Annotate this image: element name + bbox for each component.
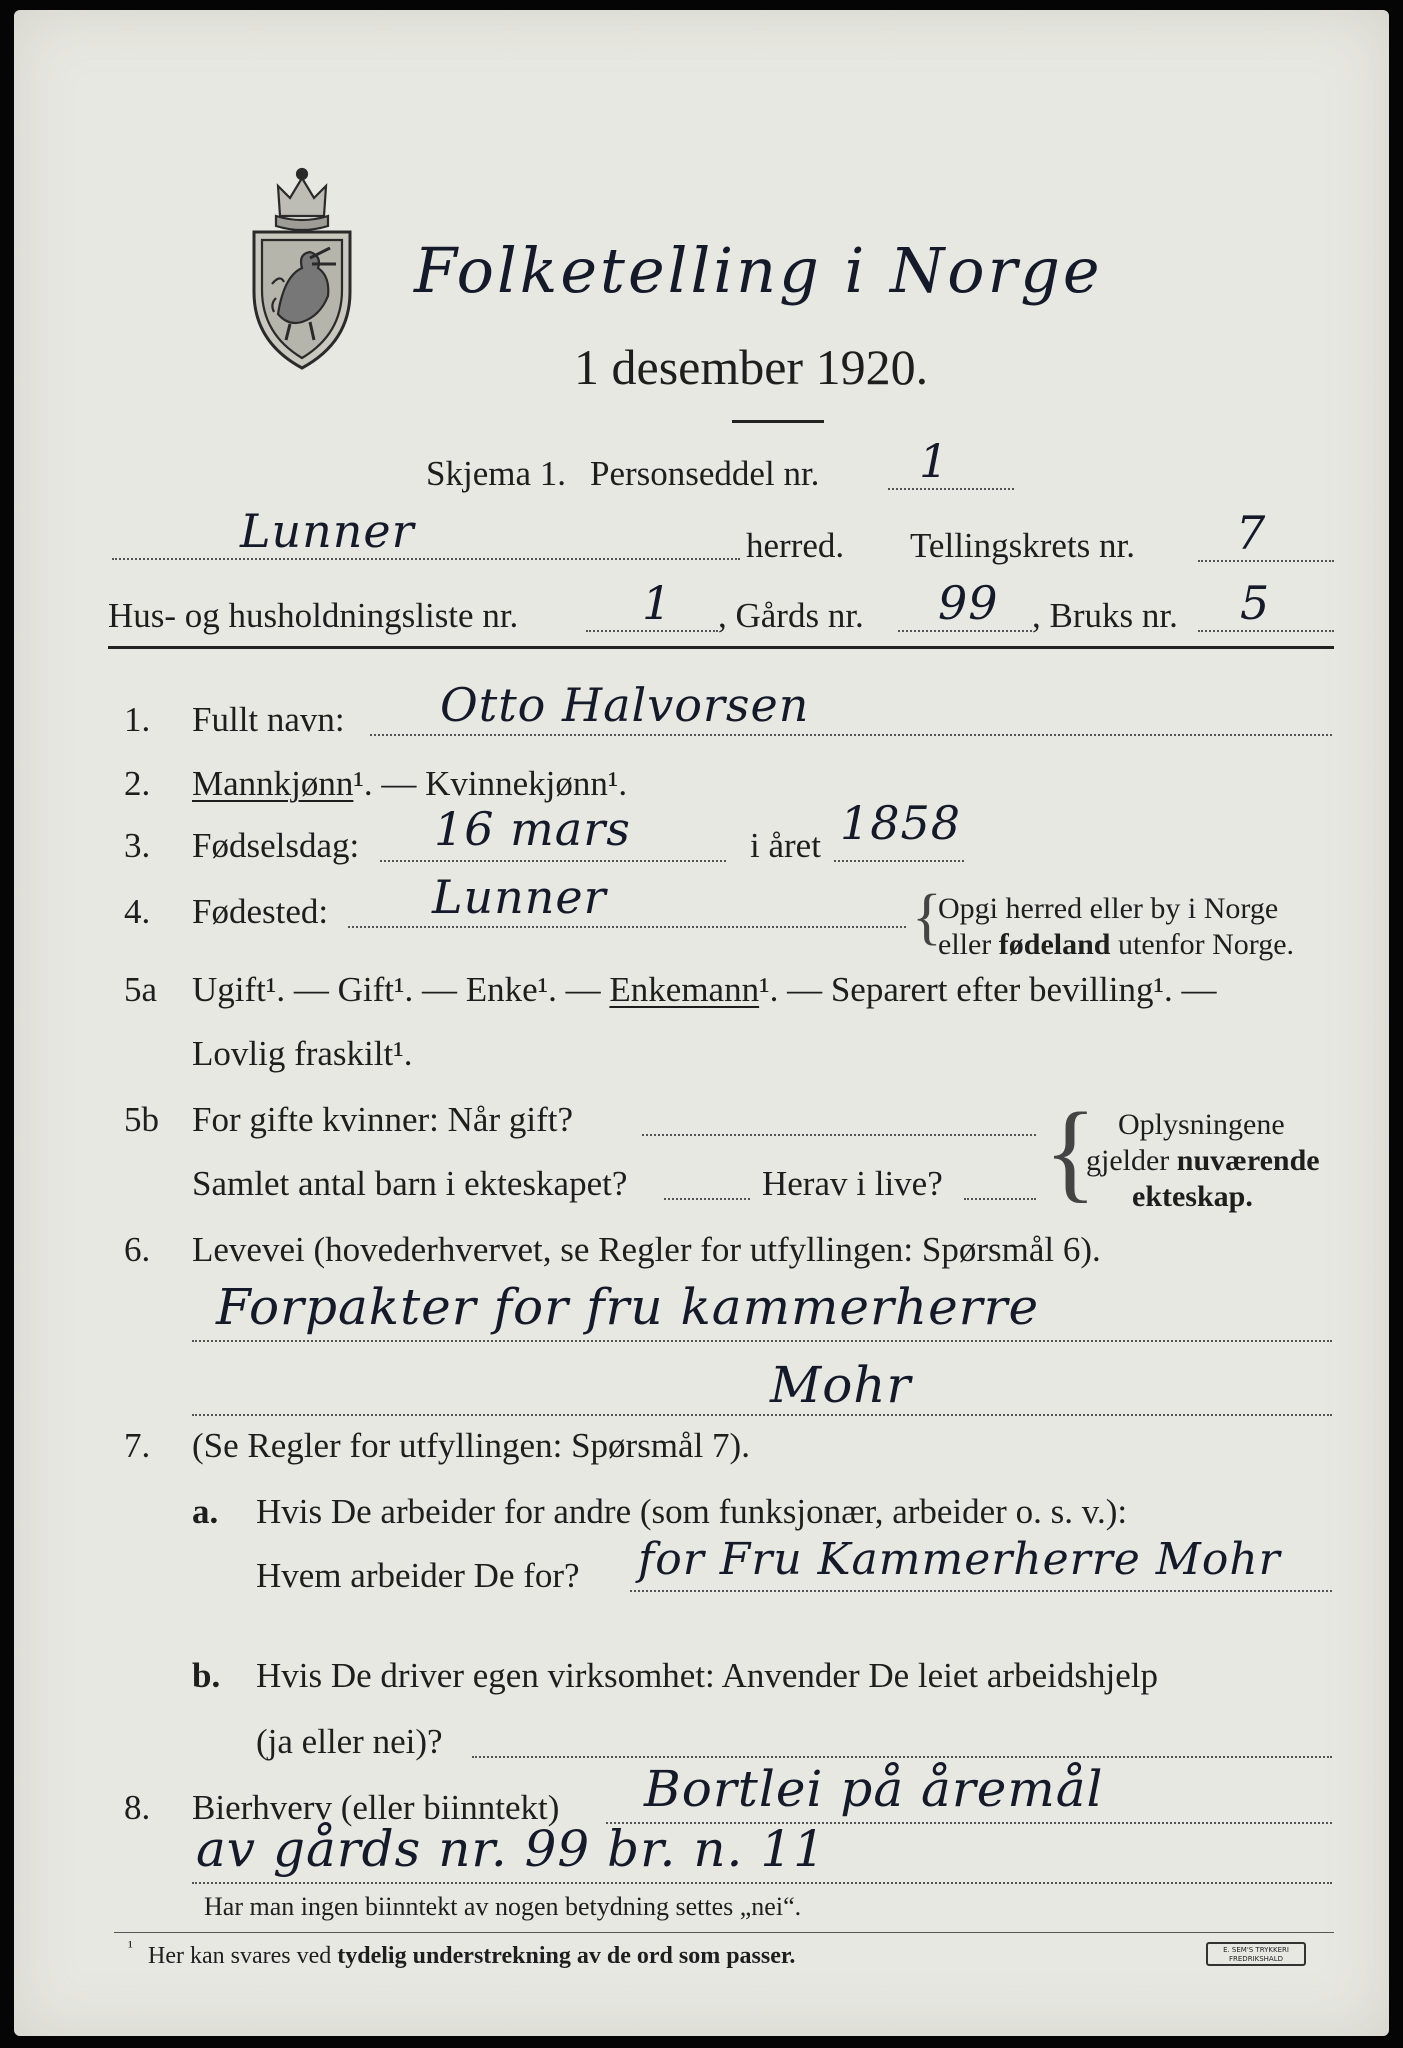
q6-value-line2: Mohr	[770, 1356, 912, 1414]
tellingskrets-value: 7	[1236, 506, 1267, 560]
q6-label: Levevei (hovederhvervet, se Regler for utfyllingen: Spørsmål 6).	[192, 1230, 1101, 1269]
q3-value: 16 mars	[434, 802, 631, 856]
q5b-label-i-live: Herav i live?	[762, 1164, 943, 1203]
q8-number: 8.	[124, 1788, 151, 1827]
q7a-label-hvem: Hvem arbeider De for?	[256, 1556, 580, 1595]
footnote-mark: ¹	[128, 1939, 133, 1956]
q8-label: Bierhverv (eller biinntekt)	[192, 1788, 560, 1827]
q7b-letter: b.	[192, 1656, 221, 1695]
q7a-label: Hvis De arbeider for andre (som funksjonær, arbeider o. s. v.):	[256, 1492, 1128, 1531]
q3-year-value: 1858	[840, 796, 962, 850]
q1-label: Fullt navn:	[192, 700, 345, 739]
census-date: 1 desember 1920.	[574, 339, 929, 395]
q8-note: Har man ingen biinntekt av nogen betydning settes „nei“.	[204, 1892, 802, 1921]
q8-value-line1: Bortlei på åremål	[644, 1760, 1104, 1818]
printer-stamp: E. SEM'S TRYKKERI FREDRIKSHALD	[1206, 1942, 1306, 1966]
q8-value-line2: av gårds nr. 99 br. n. 11	[196, 1820, 826, 1878]
husliste-label: Hus- og husholdningsliste nr.	[108, 596, 519, 635]
skjema-label: Skjema 1.	[426, 454, 566, 493]
q3-year-line	[834, 860, 964, 862]
herred-value: Lunner	[240, 504, 415, 558]
q1-value: Otto Halvorsen	[440, 678, 810, 732]
form-title: Folketelling i Norge	[414, 234, 1103, 307]
q4-note-line1: Opgi herred eller by i Norge	[938, 892, 1279, 925]
q5b-note-line3: ekteskap.	[1132, 1180, 1253, 1213]
norway-coat-of-arms-icon	[240, 164, 365, 374]
q2-number: 2.	[124, 764, 151, 803]
title-divider	[732, 420, 824, 423]
q4-line	[348, 926, 906, 928]
q3-number: 3.	[124, 826, 151, 865]
q3-year-label: i året	[750, 826, 821, 865]
q5a-number: 5a	[124, 970, 158, 1009]
bruks-label: , Bruks nr.	[1032, 596, 1178, 635]
personseddel-line	[888, 488, 1014, 490]
q5b-line-i-live	[964, 1198, 1036, 1200]
q7-number: 7.	[124, 1426, 151, 1465]
q7b-line	[472, 1756, 1332, 1758]
option-kvinnekjonn: Kvinnekjønn	[425, 764, 608, 803]
q6-line2	[192, 1414, 1332, 1416]
q6-number: 6.	[124, 1230, 151, 1269]
q7a-value: for Fru Kammerherre Mohr	[638, 1534, 1281, 1585]
q5a-options: Ugift¹. — Gift¹. — Enke¹. — Enkemann¹. — Separert efter bevilling¹. —	[192, 970, 1217, 1009]
q3-line	[380, 860, 726, 862]
q5b-label-barn: Samlet antal barn i ekteskapet?	[192, 1164, 628, 1203]
bruks-value: 5	[1240, 576, 1271, 630]
q3-label: Fødselsdag:	[192, 826, 360, 865]
q5b-line-nar-gift	[642, 1134, 1036, 1136]
q4-note-line2: eller fødeland utenfor Norge.	[938, 928, 1295, 961]
q1-number: 1.	[124, 700, 151, 739]
herred-line	[112, 558, 740, 560]
personseddel-value: 1	[919, 434, 950, 488]
census-form-page	[14, 10, 1389, 2036]
option-mannkjonn: Mannkjønn	[192, 764, 354, 803]
q7b-label-ja-nei: (ja eller nei)?	[256, 1722, 443, 1761]
q5a-option-fraskilt: Lovlig fraskilt¹.	[192, 1034, 413, 1073]
footnote: ¹ Her kan svares ved tydelig understrekning av de ord som passer.	[128, 1939, 796, 1969]
gards-line	[898, 630, 1032, 632]
herred-label: herred.	[746, 526, 845, 565]
q6-line1	[192, 1340, 1332, 1342]
personseddel-label: Personseddel nr.	[590, 454, 820, 493]
q7-label: (Se Regler for utfyllingen: Spørsmål 7).	[192, 1426, 750, 1465]
q5b-number: 5b	[124, 1100, 159, 1139]
q7a-letter: a.	[192, 1492, 219, 1531]
q1-line	[370, 734, 1332, 736]
q7b-label: Hvis De driver egen virksomhet: Anvender De leiet arbeidshjelp	[256, 1656, 1158, 1695]
q5b-brace: {	[1044, 1090, 1097, 1212]
q2-options: Mannkjønn¹. — Kvinnekjønn¹.	[192, 764, 628, 803]
tellingskrets-line	[1198, 560, 1334, 562]
q4-label: Fødested:	[192, 892, 329, 931]
tellingskrets-label: Tellingskrets nr.	[910, 526, 1136, 565]
q6-value-line1: Forpakter for fru kammerherre	[216, 1278, 1040, 1336]
q5b-label-nar-gift: For gifte kvinner: Når gift?	[192, 1100, 574, 1139]
footnote-rule	[114, 1932, 1334, 1933]
header-rule	[108, 646, 1334, 649]
q7a-line	[630, 1590, 1332, 1592]
husliste-value: 1	[642, 576, 673, 630]
q4-value: Lunner	[432, 870, 607, 924]
option-enkemann: Enkemann	[609, 970, 760, 1009]
q8-line2	[192, 1882, 1332, 1884]
gards-value: 99	[938, 576, 999, 630]
q2-separator: . —	[363, 764, 426, 803]
bruks-line	[1198, 630, 1334, 632]
q5b-note-line2: gjelder nuværende	[1086, 1144, 1320, 1177]
q4-brace: {	[912, 883, 942, 951]
husliste-line	[586, 630, 718, 632]
q5b-note-line1: Oplysningene	[1118, 1108, 1285, 1141]
gards-label: , Gårds nr.	[718, 596, 864, 635]
q4-number: 4.	[124, 892, 151, 931]
q5b-line-barn	[664, 1198, 750, 1200]
